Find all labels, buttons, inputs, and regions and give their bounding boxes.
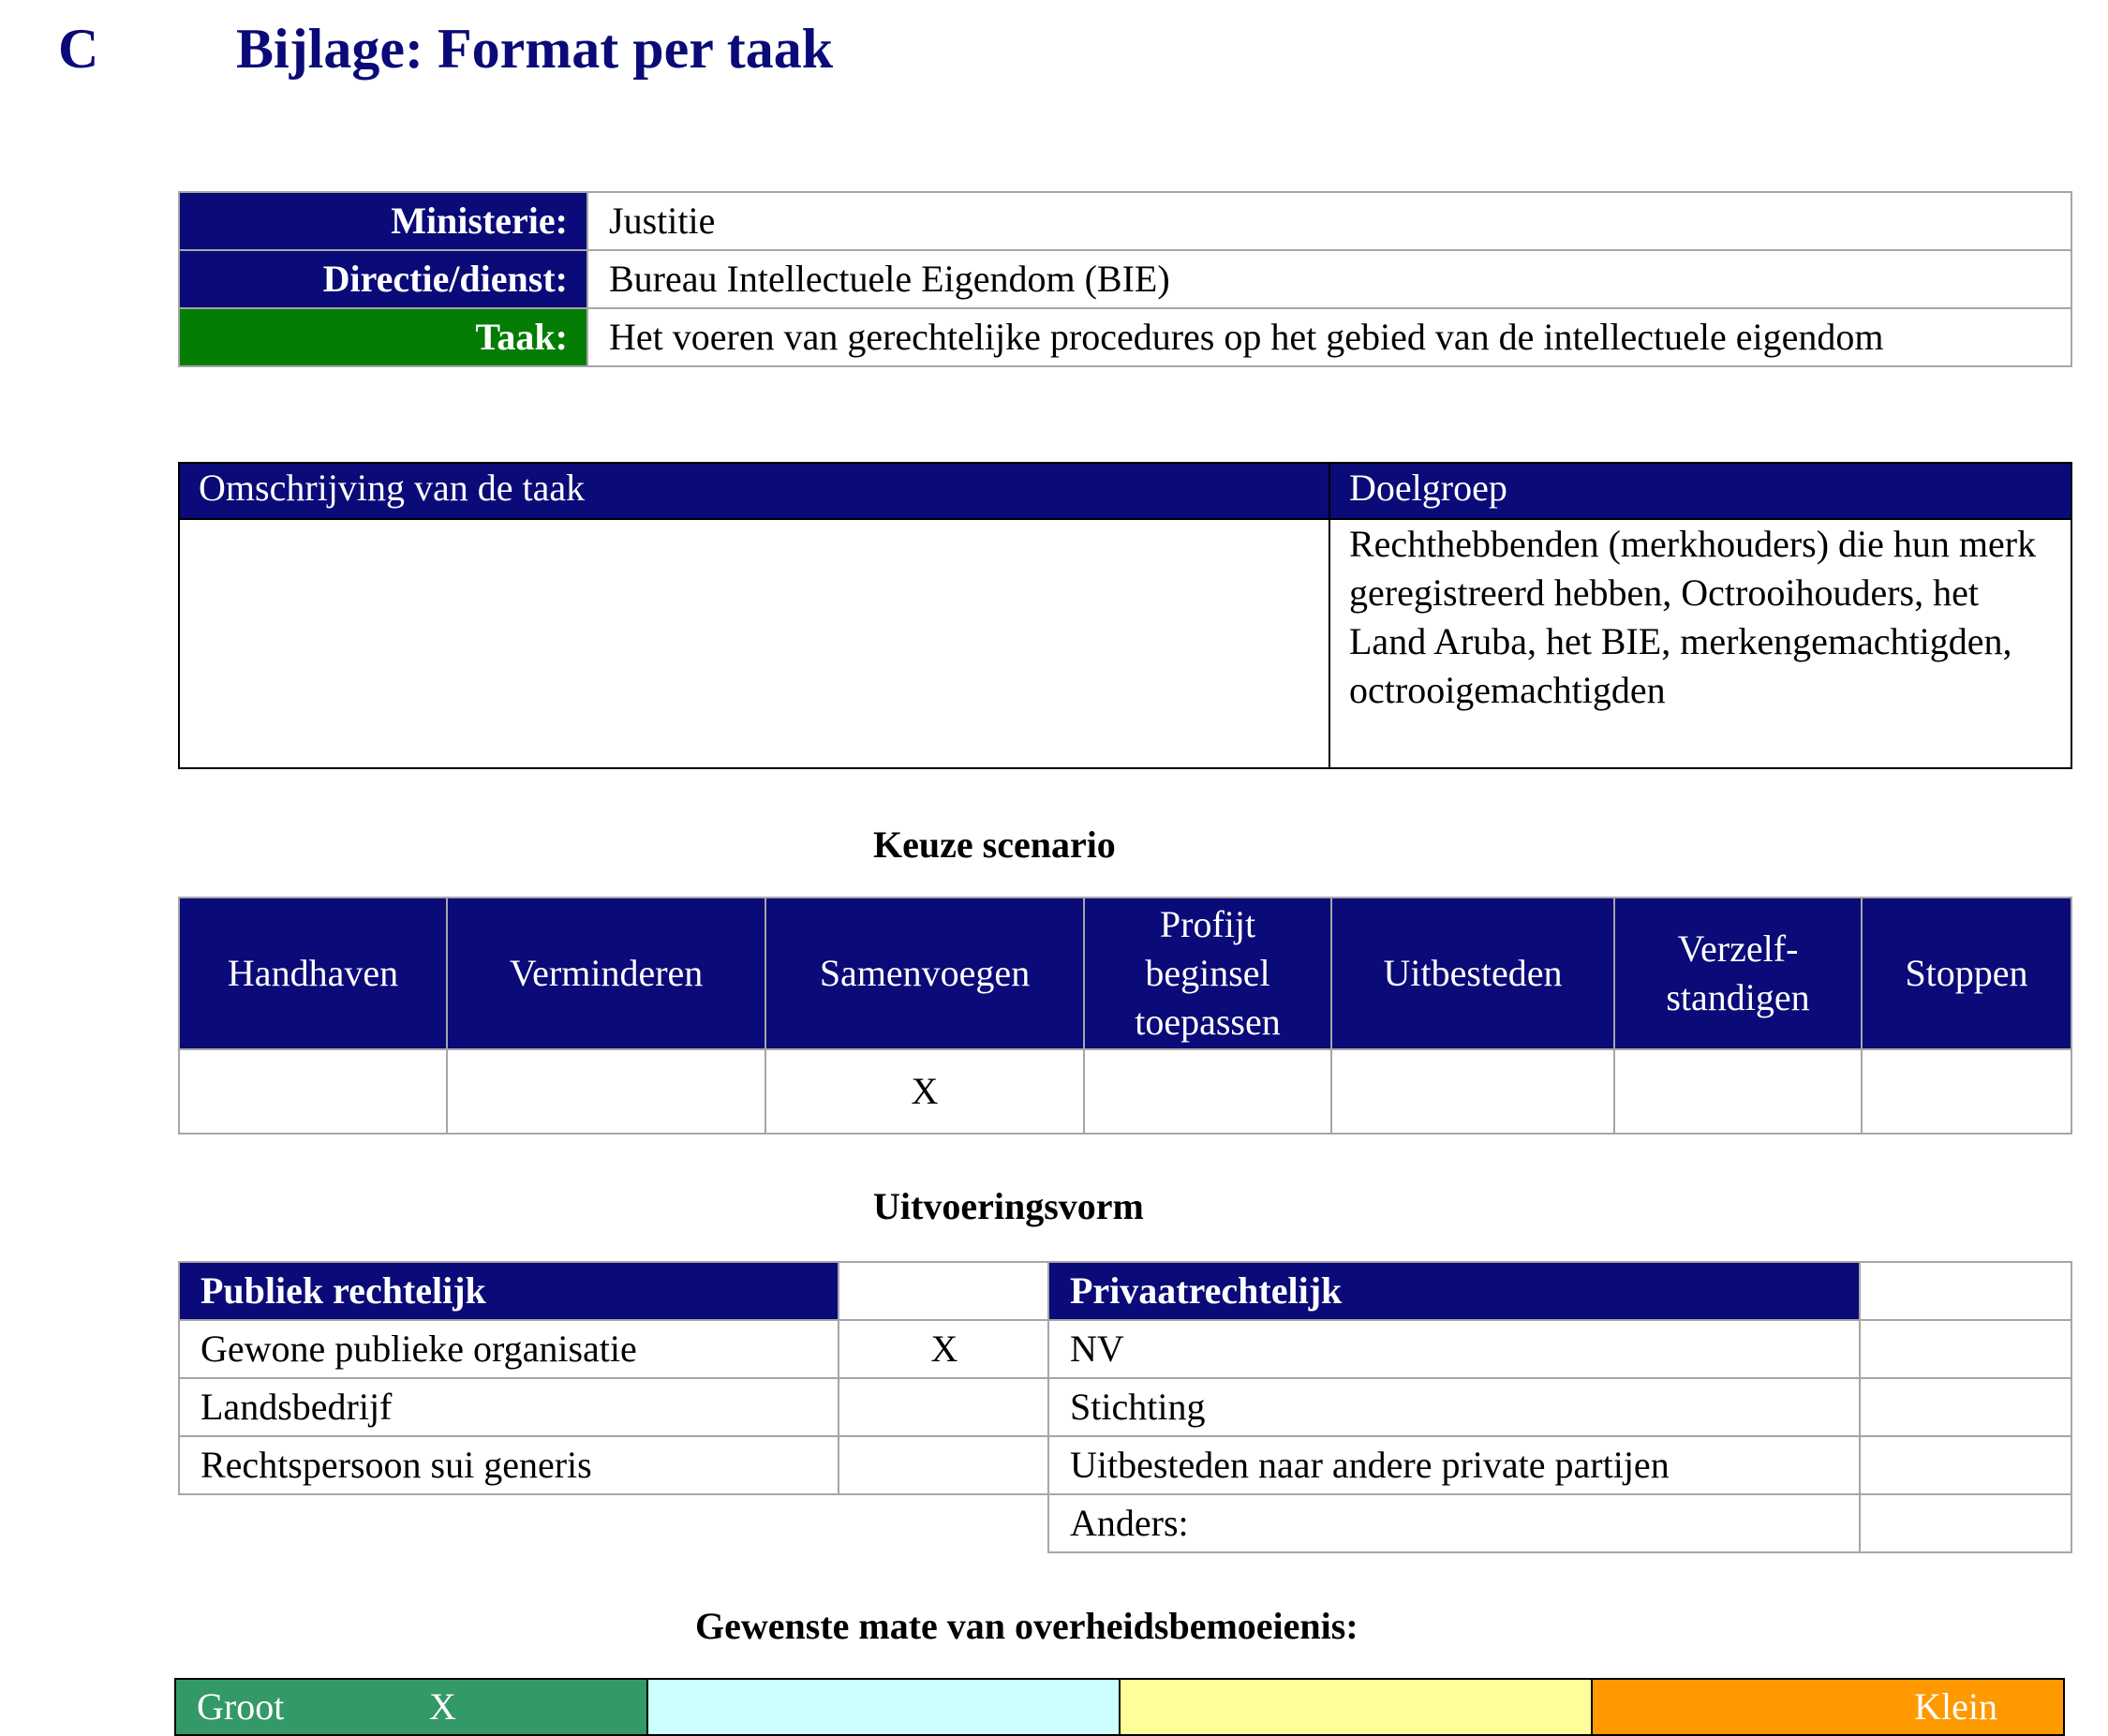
publiek-row-label: Rechtspersoon sui generis [179,1436,839,1494]
publiek-header-row [179,1262,1048,1320]
ministerie-value: Justitie [587,192,2071,250]
appendix-letter: C [58,18,99,80]
publiek-row-mark: X [839,1320,1048,1378]
scenario-option: Profijt beginsel toepassen [1084,898,1331,1049]
page-title: Bijlage: Format per taak [236,18,834,80]
directie-label: Directie/dienst: [179,250,587,308]
scenario-title: Keuze scenario [873,823,1116,866]
scenario-mark [1331,1049,1614,1134]
ministerie-label: Ministerie: [179,192,587,250]
scale-mark: X [429,1685,456,1728]
scenario-option: Verminderen [447,898,765,1049]
publiek-row-mark [839,1436,1048,1494]
taak-value: Het voeren van gerechtelijke procedures op het gebied van de intellectuele eigendom [587,308,2071,366]
scenario-option: Samenvoegen [765,898,1084,1049]
description-header-row [179,463,2071,519]
scenario-mark [447,1049,765,1134]
bemoeienis-scale [174,1678,2065,1736]
doelgroep-value: Rechthebbenden (merkhouders) die hun merk geregistreerd hebben, Octrooihouders, het Land Aruba, het BIE, merkengemachtigden, octrooigemachtigden [1329,519,2071,768]
omschrijving-header: Omschrijving van de taak [179,463,1329,519]
scenario-header-row [179,898,2071,1049]
privaat-header-row [1048,1262,2071,1320]
taak-label: Taak: [179,308,587,366]
uitvoering-title: Uitvoeringsvorm [873,1185,1144,1227]
directie-value: Bureau Intellectuele Eigendom (BIE) [587,250,2071,308]
scenario-mark: X [765,1049,1084,1134]
scale-segment [1121,1680,1593,1734]
publiek-table [178,1261,1049,1495]
privaat-row-label: Uitbesteden naar andere private partijen [1048,1436,1860,1494]
privaat-row [1048,1436,2071,1494]
publiek-row-label: Gewone publieke organisatie [179,1320,839,1378]
publiek-row-label: Landsbedrijf [179,1378,839,1436]
scale-high-label: Klein [1914,1685,1997,1728]
privaat-row-label: NV [1048,1320,1860,1378]
publiek-row [179,1378,1048,1436]
scenario-mark [1862,1049,2071,1134]
ministerie-row [179,192,2071,250]
publiek-header-mark [839,1262,1048,1320]
privaat-row [1048,1320,2071,1378]
scenario-option: Verzelf-standigen [1614,898,1862,1049]
description-value-row [179,519,2071,768]
scenario-mark [179,1049,447,1134]
privaat-row-mark [1860,1494,2071,1552]
privaat-row-mark [1860,1320,2071,1378]
scale-segment-groot [176,1680,648,1734]
privaat-header-mark [1860,1262,2071,1320]
scenario-mark [1084,1049,1331,1134]
privaat-row [1048,1378,2071,1436]
scenario-mark [1614,1049,1862,1134]
description-table [178,462,2072,769]
privaat-row-label: Anders: [1048,1494,1860,1552]
privaat-header: Privaatrechtelijk [1048,1262,1860,1320]
publiek-row-mark [839,1378,1048,1436]
scale-low-label: Groot [197,1685,285,1728]
scenario-mark-row [179,1049,2071,1134]
bemoeienis-title: Gewenste mate van overheidsbemoeienis: [695,1605,1358,1647]
scenario-option: Handhaven [179,898,447,1049]
publiek-row [179,1436,1048,1494]
scale-segment-klein [1593,1680,2063,1734]
privaat-row-label: Stichting [1048,1378,1860,1436]
omschrijving-value [179,519,1329,768]
privaat-row-mark [1860,1436,2071,1494]
scenario-option: Stoppen [1862,898,2071,1049]
publiek-header: Publiek rechtelijk [179,1262,839,1320]
privaat-row-mark [1860,1378,2071,1436]
taak-row [179,308,2071,366]
scenario-table [178,897,2072,1135]
privaat-table [1047,1261,2072,1553]
scale-segment [648,1680,1121,1734]
directie-row [179,250,2071,308]
task-info-table [178,191,2072,367]
doelgroep-header: Doelgroep [1329,463,2071,519]
scenario-option: Uitbesteden [1331,898,1614,1049]
privaat-row [1048,1494,2071,1552]
publiek-row [179,1320,1048,1378]
